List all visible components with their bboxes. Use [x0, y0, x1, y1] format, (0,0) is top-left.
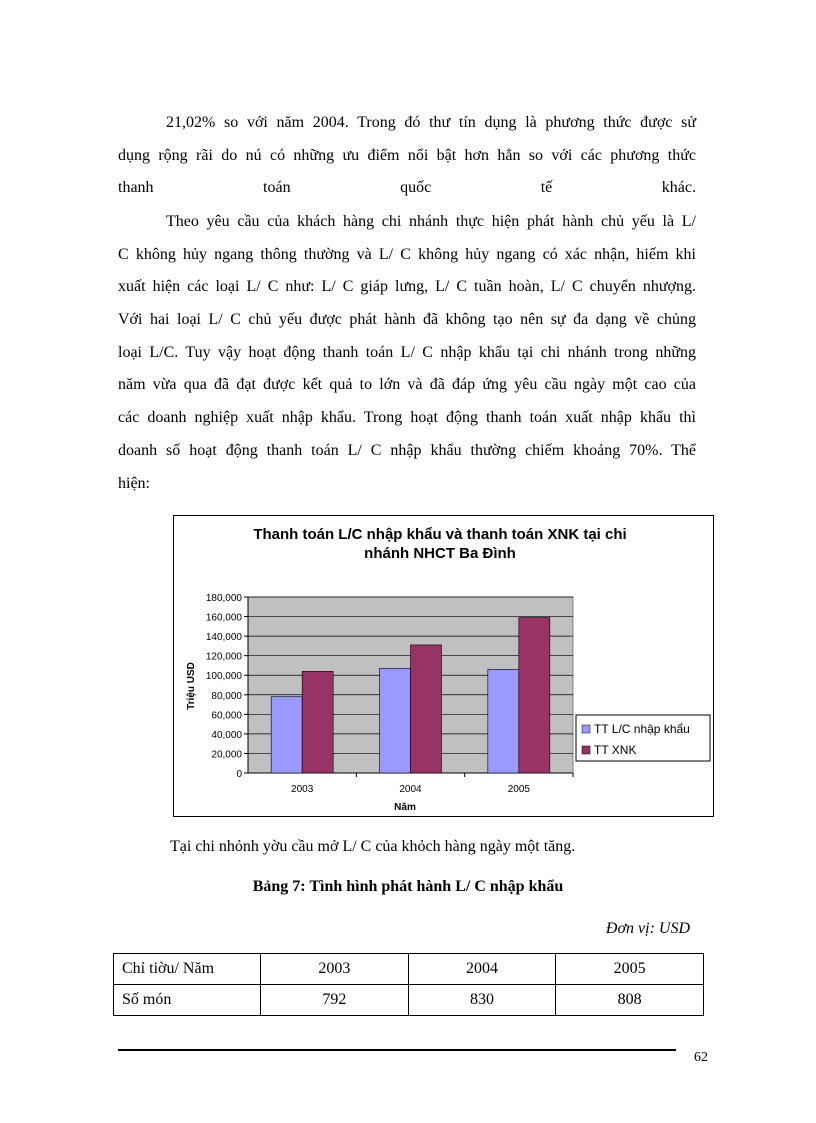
legend-swatch-lc [582, 725, 590, 733]
bar-tt-lc-2004 [380, 668, 411, 773]
bar-tt-xnk-2004 [411, 645, 442, 773]
table-cell: Số món [114, 985, 261, 1016]
issuance-table [113, 953, 704, 1016]
bar-tt-xnk-2003 [302, 671, 333, 773]
paragraph-line: các doanh nghiệp xuất nhập khẩu. Trong hoạt động thanh toán xuất nhập khẩu thì [118, 409, 696, 427]
table-header-cell: 2003 [261, 954, 409, 985]
paragraph-line: thanh toán quốc tế khác. [118, 179, 696, 197]
table-row [114, 985, 704, 1016]
paragraph-line: 21,02% so với năm 2004. Trong đó thư tín dụng là phương thức được sử [166, 114, 696, 131]
paragraph-line: doanh số hoạt động thanh toán L/ C nhập khẩu thường chiếm khoảng 70%. Thể [118, 441, 696, 459]
y-tick-label: 20,000 [211, 749, 242, 761]
bar-chart [173, 515, 714, 817]
chart-title-line-1: Thanh toán L/C nhập khẩu và thanh toán XNK tại chi [253, 526, 627, 543]
chart-svg [174, 516, 715, 818]
paragraph-line: Theo yêu cầu của khách hàng chi nhánh thực hiện phát hành chủ yếu là L/ [166, 213, 696, 230]
bar-tt-xnk-2005 [519, 618, 550, 773]
chart-title-line-2: nhánh NHCT Ba Đình [364, 545, 516, 562]
table-header-cell: 2004 [408, 954, 556, 985]
paragraph-1 [118, 107, 696, 205]
paragraph-line: dụng rộng rãi do nú có những ưu điểm nổi bật hơn hẳn so với các phương thức [118, 146, 696, 164]
table-header-cell: 2005 [556, 954, 704, 985]
y-tick-label: 100,000 [205, 671, 242, 683]
x-axis-label: Năm [394, 802, 416, 813]
y-tick-label: 0 [236, 769, 242, 780]
y-tick-label: 140,000 [205, 632, 242, 644]
paragraph-2 [118, 206, 696, 500]
page-number: 62 [694, 1050, 708, 1065]
y-tick-label: 120,000 [205, 651, 242, 663]
table-header-cell: Chỉ tiờu/ Năm [114, 954, 261, 985]
unit-label: Đơn vị: USD [605, 920, 690, 937]
paragraph-line: xuất hiện các loại L/ C như: L/ C giáp lưng, L/ C tuần hoàn, L/ C chuyển nhượng. [118, 278, 696, 296]
table-cell: 830 [408, 985, 556, 1016]
y-tick-label: 160,000 [205, 612, 242, 624]
paragraph-line: Với hai loại L/ C chủ yếu được phát hành đã không tạo nên sự đa dạng về chủng [118, 311, 696, 329]
table-header-row [114, 954, 704, 985]
legend [576, 715, 710, 761]
table-title: Bảng 7: Tình hình phát hành L/ C nhập khẩu [252, 878, 564, 895]
paragraph-line: năm vừa qua đã đạt được kết quả to lớn và đã đáp ứng yêu cầu ngày một cao của [118, 376, 696, 394]
x-tick-label: 2003 [291, 784, 314, 795]
bar-tt-lc-2005 [488, 669, 519, 773]
legend-label-xnk: TT XNK [594, 743, 637, 757]
paragraph-line: hiện: [118, 474, 150, 492]
bar-tt-lc-2003 [271, 697, 302, 773]
paragraph-line: loại L/C. Tuy vậy hoạt động thanh toán L/ C nhập khẩu tại chi nhánh trong những [118, 343, 696, 361]
y-axis-label: Triệu USD [186, 662, 197, 710]
table-cell: 808 [556, 985, 704, 1016]
legend-label-lc: TT L/C nhập khẩu [594, 722, 690, 736]
y-tick-label: 40,000 [211, 729, 242, 741]
chart-caption: Tại chi nhỏnh yờu cầu mở L/ C của khỏch hàng ngày một tăng. [170, 838, 576, 855]
y-tick-label: 180,000 [205, 593, 242, 604]
table-cell: 792 [261, 985, 409, 1016]
legend-swatch-xnk [582, 746, 590, 754]
x-tick-label: 2004 [399, 784, 422, 795]
y-tick-label: 80,000 [211, 690, 242, 702]
y-tick-label: 60,000 [211, 710, 242, 722]
x-tick-label: 2005 [507, 784, 530, 795]
footer-rule [118, 1049, 676, 1051]
paragraph-line: C không hủy ngang thông thường và L/ C không hủy ngang có xác nhận, hiếm khi [118, 245, 696, 263]
